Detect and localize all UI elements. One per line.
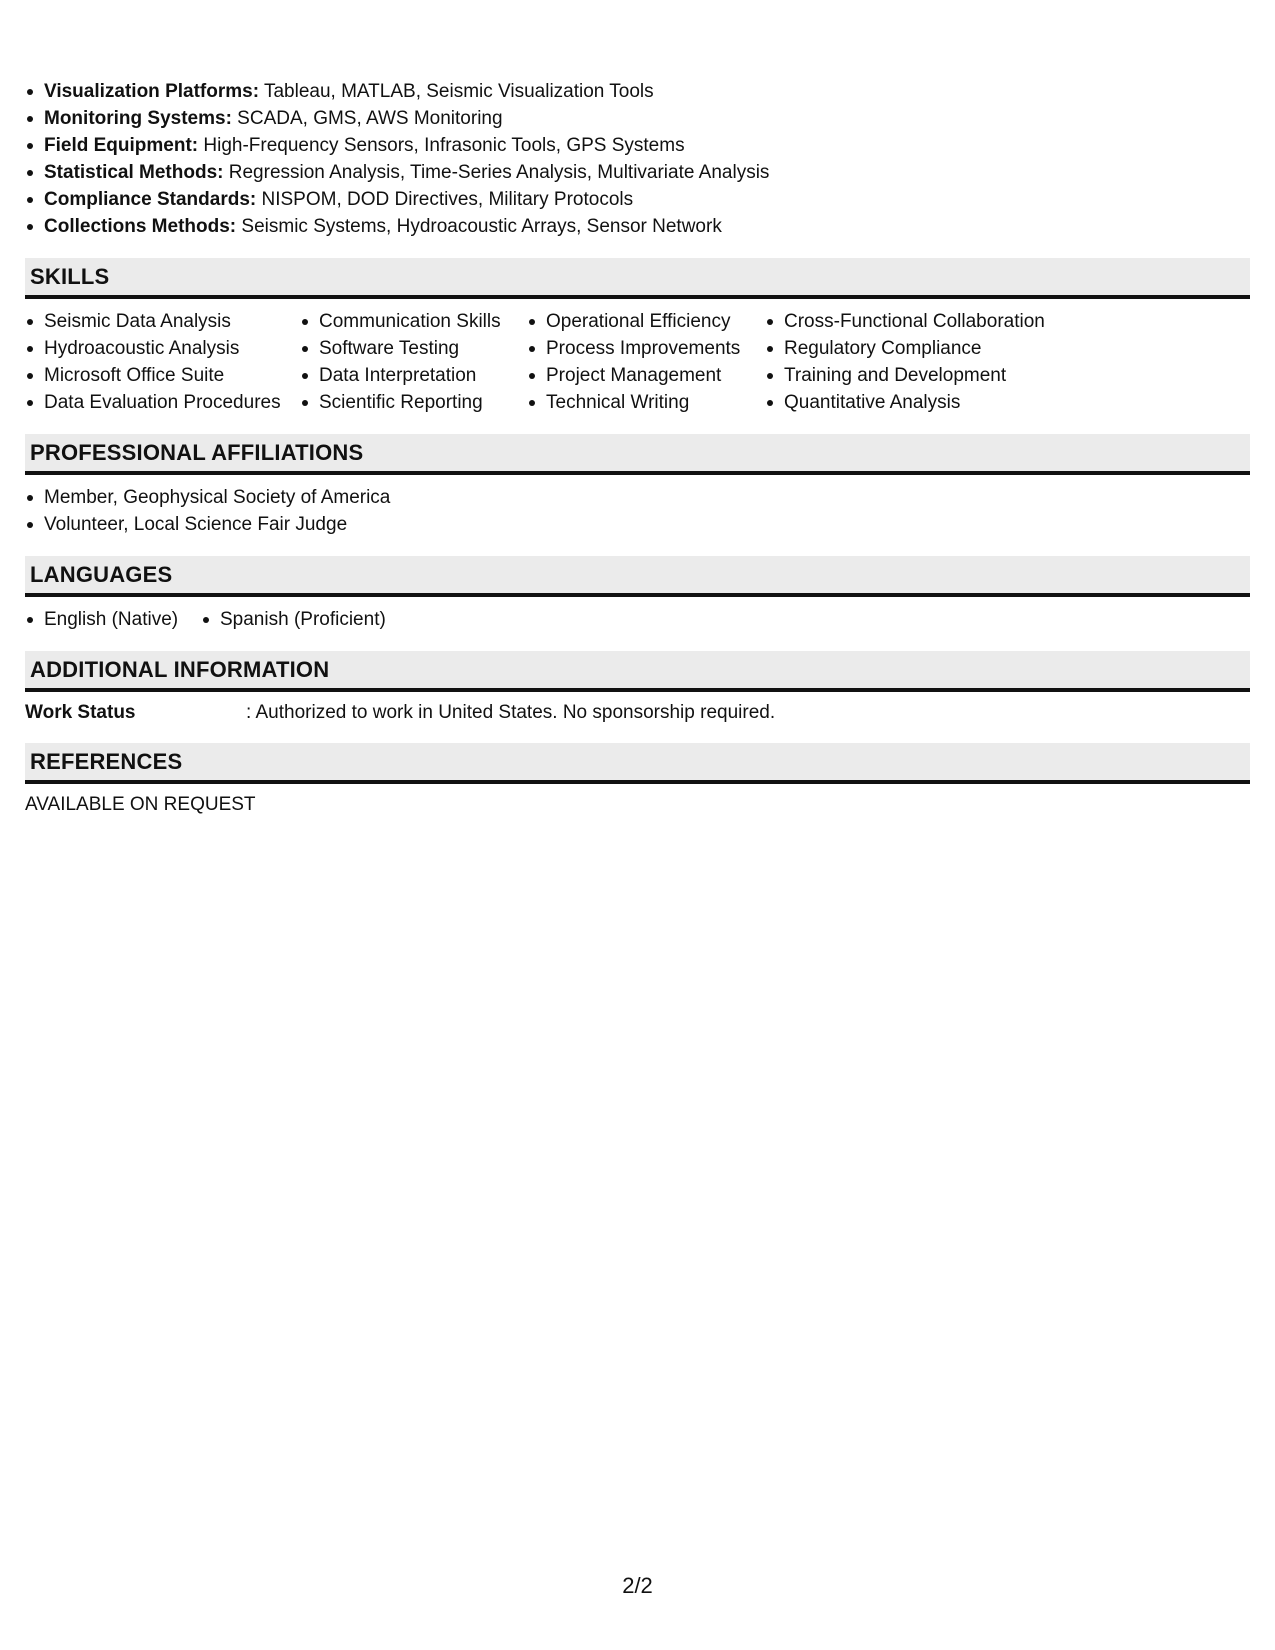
list-item: Regulatory Compliance [765,335,1065,362]
resume-page [25,78,1250,817]
affiliations-list [25,484,1250,538]
list-item: Cross-Functional Collaboration [765,308,1065,335]
affiliations-block [25,475,1250,538]
technical-tools-list [25,78,1250,240]
work-status-row [25,692,1250,725]
section-title: ADDITIONAL INFORMATION [30,656,330,682]
list-item: Spanish (Proficient) [201,606,386,633]
list-item: Technical Writing [527,389,765,416]
list-item: Field Equipment: High-Frequency Sensors, Infrasonic Tools, GPS Systems [25,132,1250,159]
references-heading [25,743,1250,784]
work-status-value: : Authorized to work in United States. No sponsorship required. [246,702,776,723]
skills-column-4 [765,308,1065,416]
list-item: Scientific Reporting [300,389,527,416]
list-item: Microsoft Office Suite [25,362,300,389]
list-item: Operational Efficiency [527,308,765,335]
list-item: Data Evaluation Procedures [25,389,300,416]
skills-grid [25,299,1250,416]
skills-column-1 [25,308,300,416]
section-title: LANGUAGES [30,561,173,587]
list-item: Volunteer, Local Science Fair Judge [25,511,1250,538]
list-item: Compliance Standards: NISPOM, DOD Directives, Military Protocols [25,186,1250,213]
references-text: AVAILABLE ON REQUEST [25,794,256,815]
languages-block [25,597,1250,633]
skills-heading [25,258,1250,299]
list-item: English (Native) [25,606,201,633]
languages-list-2 [201,606,386,633]
list-item: Project Management [527,362,765,389]
list-item: Monitoring Systems: SCADA, GMS, AWS Monitoring [25,105,1250,132]
list-item: Communication Skills [300,308,527,335]
work-status-label: Work Status [25,702,136,723]
skills-column-3 [527,308,765,416]
list-item: Statistical Methods: Regression Analysis, Time-Series Analysis, Multivariate Analysis [25,159,1250,186]
skills-column-2 [300,308,527,416]
page-number: 2/2 [622,1573,653,1598]
list-item: Visualization Platforms: Tableau, MATLAB, Seismic Visualization Tools [25,78,1250,105]
section-title: REFERENCES [30,748,183,774]
list-item: Process Improvements [527,335,765,362]
section-title: SKILLS [30,263,110,289]
languages-list-1 [25,606,201,633]
languages-heading [25,556,1250,597]
list-item: Collections Methods: Seismic Systems, Hydroacoustic Arrays, Sensor Network [25,213,1250,240]
affiliations-heading [25,434,1250,475]
list-item: Hydroacoustic Analysis [25,335,300,362]
list-item: Data Interpretation [300,362,527,389]
additional-info-heading [25,651,1250,692]
list-item: Member, Geophysical Society of America [25,484,1250,511]
list-item: Quantitative Analysis [765,389,1065,416]
list-item: Training and Development [765,362,1065,389]
list-item: Seismic Data Analysis [25,308,300,335]
section-title: PROFESSIONAL AFFILIATIONS [30,439,364,465]
list-item: Software Testing [300,335,527,362]
